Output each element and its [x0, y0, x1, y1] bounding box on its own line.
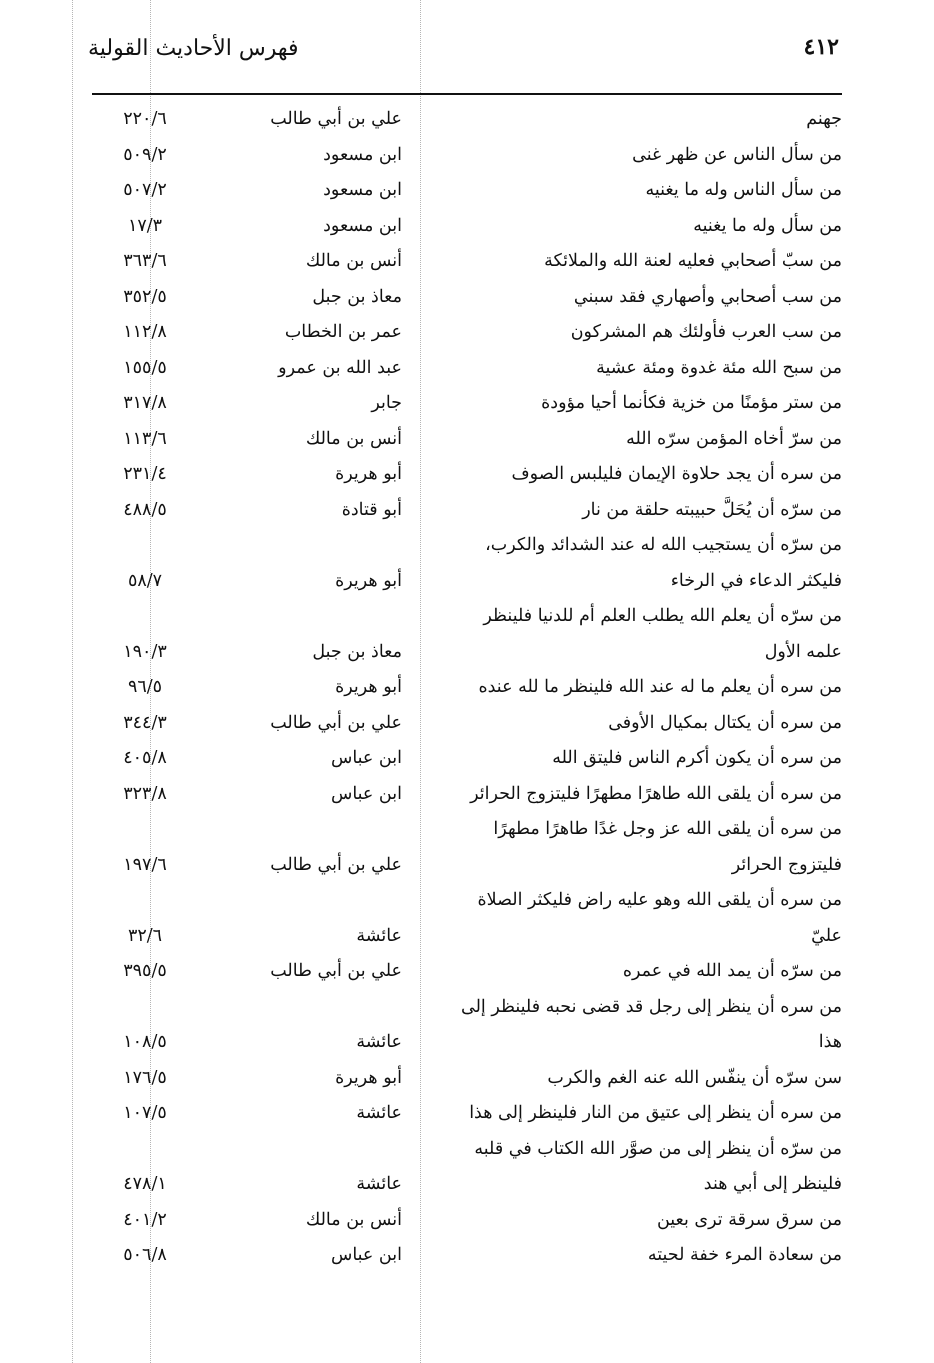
narrator-name: علي بن أبي طالب — [270, 961, 402, 981]
index-entry-line — [100, 709, 842, 745]
index-entry-line — [100, 496, 842, 532]
narrator-name: عمر بن الخطاب — [284, 322, 402, 342]
narrator-name: علي بن أبي طالب — [270, 854, 402, 875]
hadith-text: من سعادة المرء خفة لحيته — [647, 1245, 842, 1265]
volume-page-ref: ١١٢/٨ — [123, 322, 167, 342]
index-entry-line — [100, 922, 842, 958]
page-title: فهرس الأحاديث القولية — [88, 36, 299, 61]
index-entry-line — [100, 1064, 842, 1100]
hadith-index-list — [100, 105, 842, 1277]
index-entry-line — [100, 1028, 842, 1064]
hadith-text: من سره أن ينظر إلى عتيق من النار فلينظر إلى هذا — [469, 1103, 842, 1123]
volume-page-ref: ٥٠٦/٨ — [123, 1245, 167, 1265]
narrator-name: أبو هريرة — [335, 677, 402, 697]
index-entry-line — [100, 176, 842, 212]
narrator-name: أنس بن مالك — [305, 1209, 402, 1230]
hadith-text: من سرّه أن يعلم الله يطلب العلم أم للدنيا فلينظر — [483, 606, 842, 626]
narrator-name: ابن عباس — [330, 783, 402, 804]
hadith-text: من سأل وله ما يغنيه — [693, 215, 842, 236]
narrator-name: معاذ بن جبل — [312, 286, 402, 307]
volume-page-ref: ١٥٥/٥ — [123, 357, 167, 378]
hadith-text: من سب أصحابي وأصهاري فقد سبني — [573, 286, 842, 307]
index-entry-line — [100, 212, 842, 248]
hadith-text: فليتزوج الحرائر — [731, 854, 842, 875]
hadith-text: علمه الأول — [764, 641, 842, 662]
hadith-text: سن سرّه أن ينفّس الله عنه الغم والكرب — [547, 1067, 842, 1088]
volume-page-ref: ٢٣١/٤ — [123, 464, 167, 484]
volume-page-ref: ١٧/٣ — [127, 215, 163, 236]
hadith-text: من سره أن ينظر إلى رجل قد قضى نحبه فلينظر إلى — [460, 996, 842, 1017]
hadith-text: من سرّه أن يُحَلَّ حبيبته حلقة من نار — [582, 499, 842, 520]
narrator-name: عبد الله بن عمرو — [278, 357, 402, 378]
hadith-text: من سره أن يكون أكرم الناس فليتق الله — [552, 748, 842, 768]
index-entry-line — [100, 105, 842, 141]
volume-page-ref: ١٧٦/٥ — [123, 1067, 167, 1088]
volume-page-ref: ٥٠٧/٢ — [123, 180, 167, 200]
volume-page-ref: ٤٠٥/٨ — [123, 748, 167, 768]
index-entry-line — [100, 638, 842, 674]
narrator-name: علي بن أبي طالب — [270, 109, 402, 129]
narrator-name: ابن مسعود — [323, 215, 402, 236]
index-entry-line — [100, 886, 842, 922]
narrator-name: ابن مسعود — [323, 180, 402, 200]
index-entry-line — [100, 141, 842, 177]
index-entry-line — [100, 460, 842, 496]
index-entry-line — [100, 318, 842, 354]
narrator-name: عائشة — [356, 1032, 402, 1052]
index-entry-line — [100, 531, 842, 567]
narrator-name: جابر — [371, 393, 402, 413]
hadith-text: من سرّه أن يمد الله في عمره — [622, 961, 842, 981]
hadith-text: من سره أن يكتال بمكيال الأوفى — [608, 712, 842, 733]
narrator-name: ابن عباس — [330, 748, 402, 768]
hadith-text: من سره أن يلقى الله وهو عليه راض فليكثر الصلاة — [477, 890, 842, 910]
narrator-name: أنس بن مالك — [305, 428, 402, 449]
index-entry-line — [100, 389, 842, 425]
volume-page-ref: ٤٨٨/٥ — [123, 499, 167, 520]
narrator-name: عائشة — [356, 1174, 402, 1194]
hadith-text: من سرّه أن ينظر إلى من صوَّر الله الكتاب في قلبه — [474, 1138, 842, 1159]
volume-page-ref: ١٠٧/٥ — [123, 1103, 167, 1123]
volume-page-ref: ٥٨/٧ — [127, 570, 163, 591]
index-entry-line — [100, 602, 842, 638]
index-entry-line — [100, 247, 842, 283]
volume-page-ref: ٥٠٩/٢ — [123, 144, 167, 165]
hadith-text: من سأل الناس وله ما يغنيه — [645, 180, 842, 200]
narrator-name: أبو هريرة — [335, 1067, 402, 1088]
hadith-text: من سب العرب فأولئك هم المشركون — [570, 322, 842, 342]
header-rule — [92, 93, 842, 95]
narrator-name: أبو هريرة — [335, 464, 402, 484]
volume-page-ref: ٣٦٣/٦ — [123, 251, 167, 271]
index-entry-line — [100, 673, 842, 709]
index-entry-line — [100, 993, 842, 1029]
index-entry-line — [100, 425, 842, 461]
page-number: ٤١٢ — [803, 34, 839, 60]
hadith-text: من سرق سرقة ترى بعين — [656, 1209, 842, 1230]
hadith-text: من سره أن يعلم ما له عند الله فلينظر ما لله عنده — [478, 677, 842, 697]
narrator-name: ابن عباس — [330, 1245, 402, 1265]
hadith-text: من سرّ أخاه المؤمن سرّه الله — [626, 428, 842, 449]
narrator-name: معاذ بن جبل — [312, 641, 402, 662]
index-entry-line — [100, 1099, 842, 1135]
index-entry-line — [100, 567, 842, 603]
index-entry-line — [100, 780, 842, 816]
hadith-text: جهنم — [806, 109, 842, 129]
volume-page-ref: ٣٩٥/٥ — [123, 961, 167, 981]
volume-page-ref: ٩٦/٥ — [127, 677, 163, 697]
index-entry-line — [100, 815, 842, 851]
hadith-text: من سره أن يلقى الله عز وجل غدًا طاهرًا مطهرًا — [493, 819, 842, 839]
hadith-text: من سأل الناس عن ظهر غنى — [632, 144, 842, 165]
hadith-text: فلينظر إلى أبي هند — [703, 1174, 842, 1194]
index-entry-line — [100, 283, 842, 319]
hadith-text: من سره أن يجد حلاوة الإيمان فليلبس الصوف — [511, 464, 842, 484]
volume-page-ref: ١١٣/٦ — [123, 428, 167, 449]
volume-page-ref: ٣١٧/٨ — [123, 393, 167, 413]
hadith-text: من سبّ أصحابي فعليه لعنة الله والملائكة — [544, 251, 842, 271]
narrator-name: أنس بن مالك — [305, 251, 402, 271]
scan-guide-line — [72, 0, 73, 1363]
volume-page-ref: ٤٧٨/١ — [123, 1174, 167, 1194]
volume-page-ref: ١٩٠/٣ — [123, 641, 167, 662]
narrator-name: علي بن أبي طالب — [270, 712, 402, 733]
volume-page-ref: ٢٢٠/٦ — [123, 109, 167, 129]
hadith-text: هذا — [818, 1032, 842, 1052]
index-entry-line — [100, 1135, 842, 1171]
volume-page-ref: ٣٤٤/٣ — [123, 712, 167, 733]
hadith-text: من سبح الله مئة غدوة ومئة عشية — [596, 357, 842, 378]
narrator-name: ابن مسعود — [323, 144, 402, 165]
narrator-name: أبو قتادة — [341, 499, 402, 520]
volume-page-ref: ٣٢٣/٨ — [123, 783, 167, 804]
hadith-text: فليكثر الدعاء في الرخاء — [670, 570, 842, 591]
volume-page-ref: ٣٢/٦ — [127, 925, 163, 946]
index-entry-line — [100, 1241, 842, 1277]
index-entry-line — [100, 744, 842, 780]
volume-page-ref: ١٠٨/٥ — [123, 1032, 167, 1052]
narrator-name: عائشة — [356, 1103, 402, 1123]
index-entry-line — [100, 354, 842, 390]
narrator-name: أبو هريرة — [335, 570, 402, 591]
index-entry-line — [100, 1206, 842, 1242]
index-entry-line — [100, 957, 842, 993]
hadith-text: من سره أن يلقى الله طاهرًا مطهرًا فليتزوج الحرائر — [470, 783, 842, 804]
hadith-text: عليّ — [811, 925, 842, 946]
index-entry-line — [100, 851, 842, 887]
volume-page-ref: ٣٥٢/٥ — [123, 286, 167, 307]
hadith-text: من سرّه أن يستجيب الله له عند الشدائد والكرب، — [485, 535, 842, 555]
volume-page-ref: ٤٠١/٢ — [123, 1209, 167, 1230]
narrator-name: عائشة — [356, 925, 402, 946]
volume-page-ref: ١٩٧/٦ — [123, 854, 167, 875]
hadith-text: من ستر مؤمنًا من خزية فكأنما أحيا مؤودة — [541, 393, 842, 413]
index-entry-line — [100, 1170, 842, 1206]
